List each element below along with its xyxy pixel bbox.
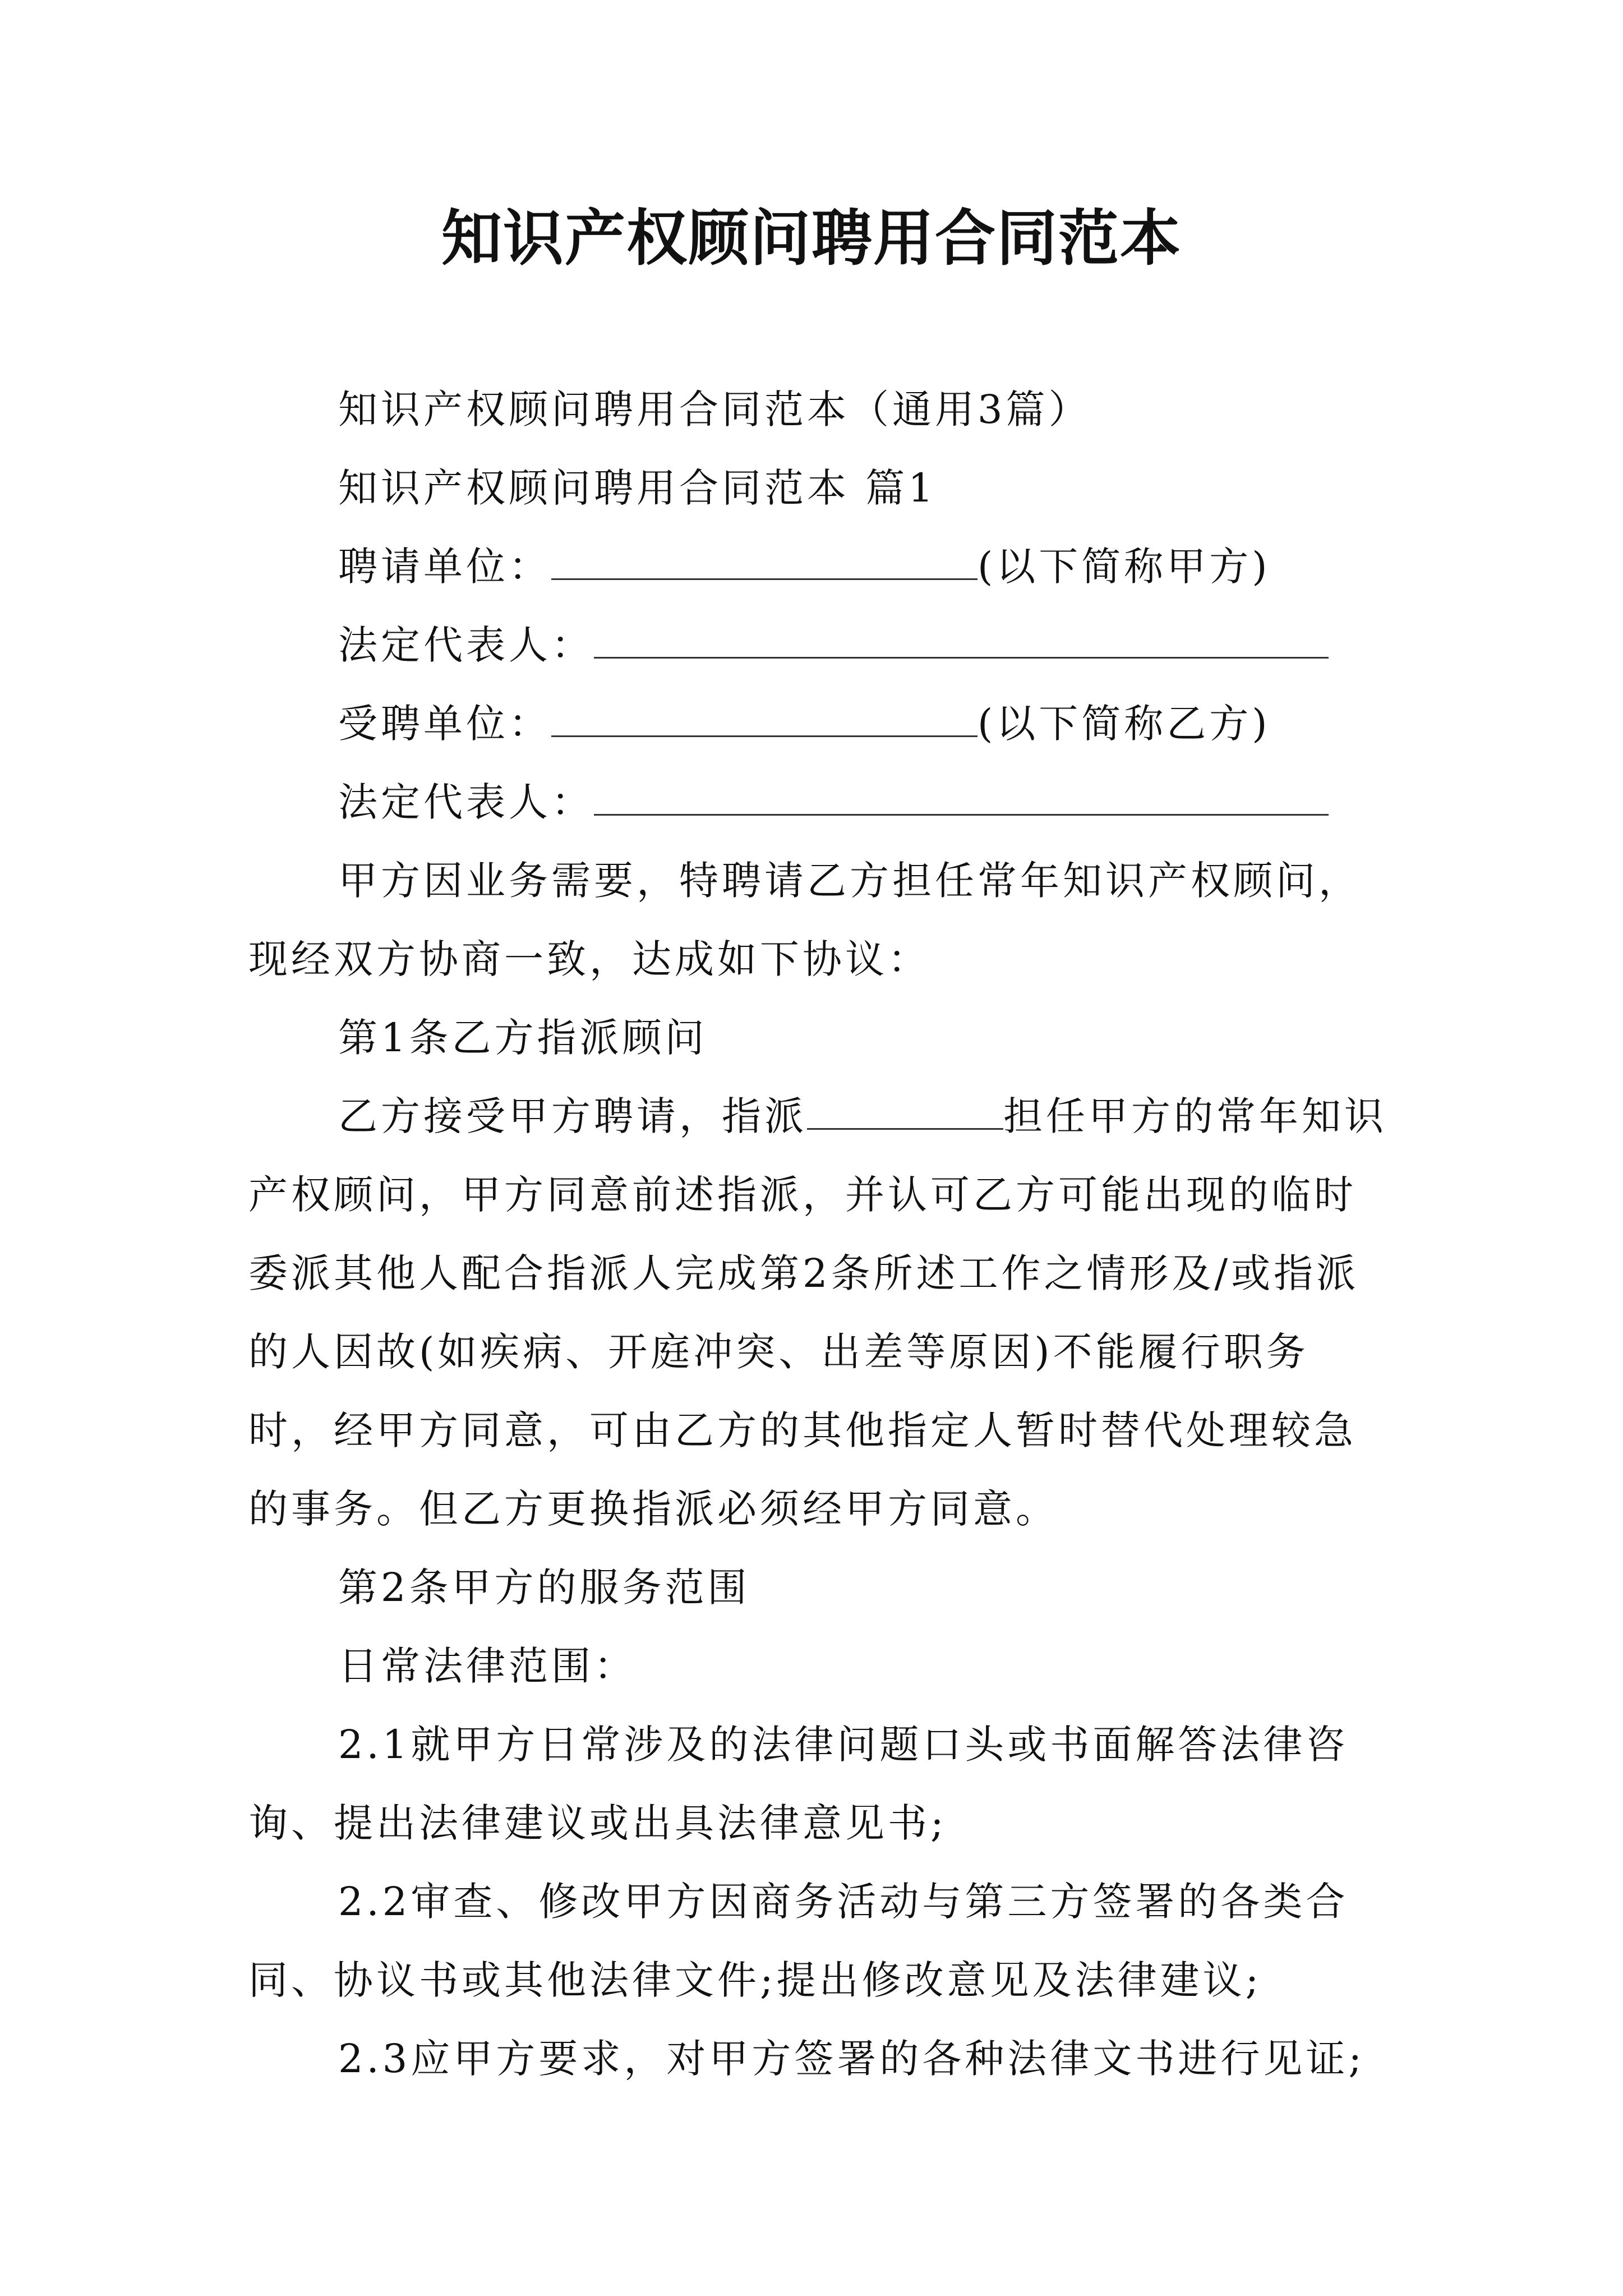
document-title: 知识产权顾问聘用合同范本 [441,203,1182,274]
employer-line [248,527,1393,606]
item-2-1: 2.1就甲方日常涉及的法律问题口头或书面解答法律咨询、提出法律建议或出具法律意见书; [248,1722,1349,1846]
employee-suffix: (以下简称乙方) [978,701,1271,747]
employer-blank [551,545,978,580]
daily-scope-heading: 日常法律范围： [338,1643,637,1689]
rep1-blank [594,623,1329,659]
subtitle-line: 知识产权顾问聘用合同范本（通用3篇） [338,386,1091,432]
article1-paragraph [248,1077,1393,1548]
article1-post: 担任甲方的常年知识产权顾问，甲方同意前述指派，并认可乙方可能出现的临时委派其他人配合指派人完成第2条所述工作之情形及/或指派的人因故(如疾病、开庭冲突、出差等原因)不能履行职务时，经甲方同意，可由乙方的其他指定人暂时替代处理较急的事务。但乙方更换指派必须经甲方同意。 [248,1093,1387,1532]
section-heading: 知识产权顾问聘用合同范本 篇1 [338,465,937,511]
rep2-blank [594,780,1329,816]
employee-line [248,684,1393,763]
employee-label: 受聘单位： [338,701,551,747]
item-2-3: 2.3应甲方要求，对甲方签署的各种法律文书进行见证; [338,2036,1365,2082]
employer-suffix: (以下简称甲方) [978,544,1271,590]
intro-paragraph: 甲方因业务需要，特聘请乙方担任常年知识产权顾问，现经双方协商一致，达成如下协议： [248,858,1361,982]
article2-heading: 第2条甲方的服务范围 [338,1565,750,1611]
rep1-line [248,606,1393,684]
employee-blank [551,702,978,737]
document-body [248,370,1393,2098]
advisor-blank [807,1094,1003,1130]
rep2-label: 法定代表人： [338,779,594,825]
rep2-line [248,763,1393,841]
article1-pre: 乙方接受甲方聘请，指派 [338,1093,807,1139]
rep1-label: 法定代表人： [338,622,594,668]
article1-heading: 第1条乙方指派顾问 [338,1015,708,1061]
item-2-2: 2.2审查、修改甲方因商务活动与第三方签署的各类合同、协议书或其他法律文件;提出修改意见及法律建议; [248,1879,1349,2003]
employer-label: 聘请单位： [338,544,551,590]
